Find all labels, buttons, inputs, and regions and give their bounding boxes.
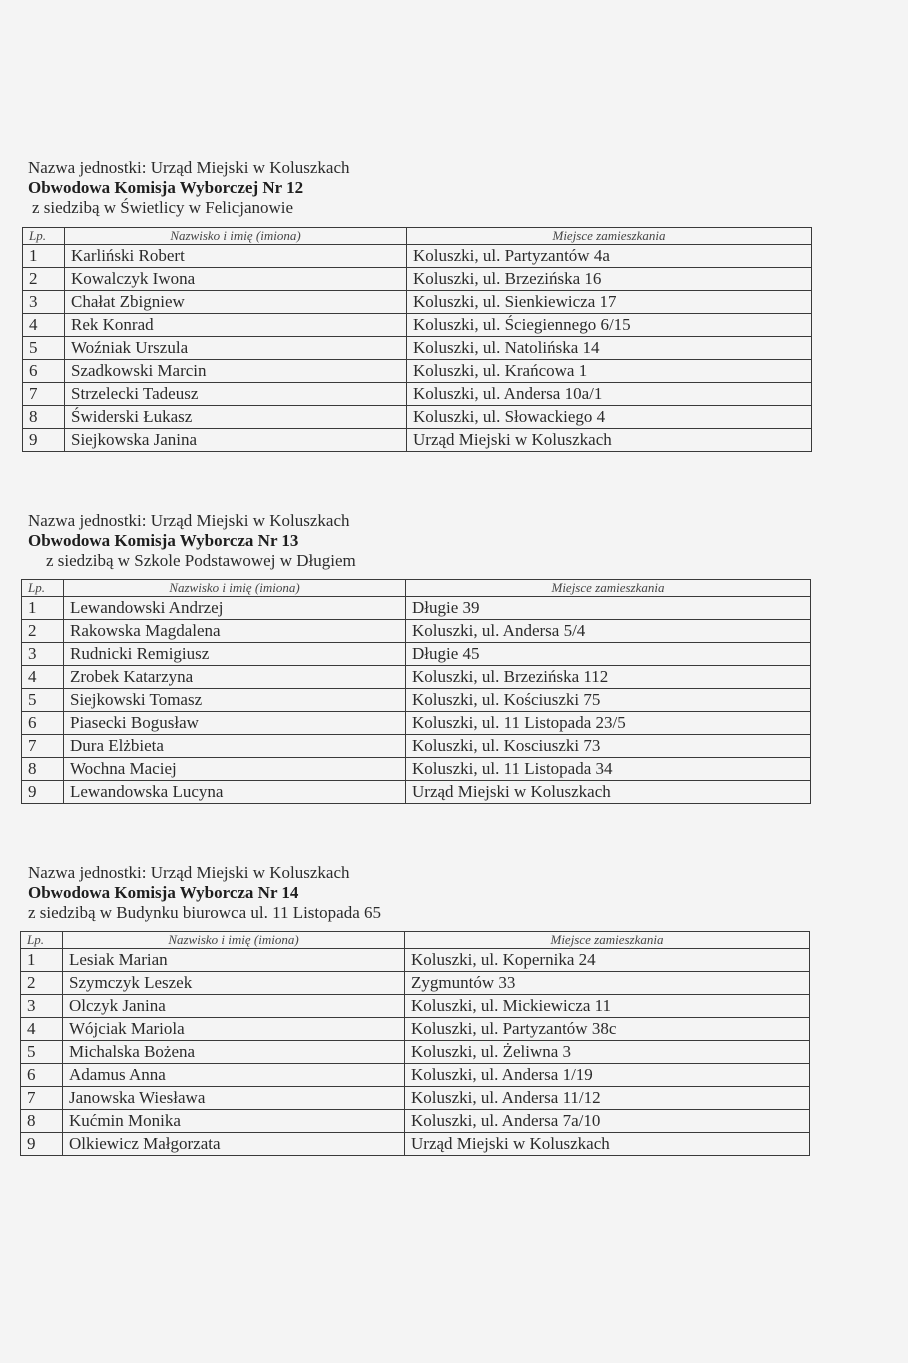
member-name: Lewandowska Lucyna <box>64 781 406 804</box>
member-name: Olczyk Janina <box>63 995 405 1018</box>
column-header-address: Miejsce zamieszkania <box>405 932 810 949</box>
table-row <box>22 712 811 735</box>
member-name: Wochna Maciej <box>64 758 406 781</box>
member-address: Koluszki, ul. 11 Listopada 23/5 <box>406 712 811 735</box>
table-row <box>21 1133 810 1156</box>
member-address: Urząd Miejski w Koluszkach <box>407 429 812 452</box>
member-address: Koluszki, ul. Kopernika 24 <box>405 949 810 972</box>
member-address: Koluszki, ul. Ściegiennego 6/15 <box>407 314 812 337</box>
member-name: Janowska Wiesława <box>63 1087 405 1110</box>
member-name: Świderski Łukasz <box>65 406 407 429</box>
table-row <box>21 1018 810 1041</box>
table-row <box>22 666 811 689</box>
row-number: 4 <box>22 666 64 689</box>
member-address: Koluszki, ul. Andersa 1/19 <box>405 1064 810 1087</box>
member-name: Siejkowski Tomasz <box>64 689 406 712</box>
member-name: Zrobek Katarzyna <box>64 666 406 689</box>
table-row <box>23 406 812 429</box>
members-table-12 <box>22 227 812 452</box>
members-table-13 <box>21 579 811 804</box>
row-number: 4 <box>21 1018 63 1041</box>
member-address: Koluszki, ul. Mickiewicza 11 <box>405 995 810 1018</box>
member-name: Piasecki Bogusław <box>64 712 406 735</box>
commission-title: Obwodowa Komisja Wyborcza Nr 13 <box>28 531 299 550</box>
commission-section-14 <box>28 863 381 923</box>
member-address: Zygmuntów 33 <box>405 972 810 995</box>
commission-title: Obwodowa Komisja Wyborcza Nr 14 <box>28 883 299 902</box>
column-header-name: Nazwisko i imię (imiona) <box>64 580 406 597</box>
member-name: Dura Elżbieta <box>64 735 406 758</box>
row-number: 8 <box>22 758 64 781</box>
row-number: 9 <box>23 429 65 452</box>
table-row <box>23 291 812 314</box>
table-header-row <box>21 932 810 949</box>
table-row <box>23 268 812 291</box>
member-address: Koluszki, ul. Andersa 5/4 <box>406 620 811 643</box>
table-row <box>23 360 812 383</box>
row-number: 3 <box>21 995 63 1018</box>
member-name: Kućmin Monika <box>63 1110 405 1133</box>
column-header-address: Miejsce zamieszkania <box>406 580 811 597</box>
table-row <box>22 620 811 643</box>
table-row <box>21 1064 810 1087</box>
member-address: Koluszki, ul. Słowackiego 4 <box>407 406 812 429</box>
member-name: Lewandowski Andrzej <box>64 597 406 620</box>
member-name: Rudnicki Remigiusz <box>64 643 406 666</box>
row-number: 7 <box>22 735 64 758</box>
column-header-lp: Lp. <box>21 932 63 949</box>
row-number: 1 <box>21 949 63 972</box>
row-number: 9 <box>22 781 64 804</box>
member-name: Strzelecki Tadeusz <box>65 383 407 406</box>
unit-name: Nazwa jednostki: Urząd Miejski w Koluszkach <box>28 863 350 882</box>
row-number: 7 <box>21 1087 63 1110</box>
member-name: Woźniak Urszula <box>65 337 407 360</box>
member-name: Adamus Anna <box>63 1064 405 1087</box>
table-row <box>22 689 811 712</box>
row-number: 6 <box>21 1064 63 1087</box>
row-number: 9 <box>21 1133 63 1156</box>
member-address: Koluszki, ul. Andersa 10a/1 <box>407 383 812 406</box>
commission-seat: z siedzibą w Budynku biurowca ul. 11 Listopada 65 <box>28 903 381 922</box>
member-name: Lesiak Marian <box>63 949 405 972</box>
column-header-lp: Lp. <box>23 228 65 245</box>
row-number: 8 <box>23 406 65 429</box>
member-name: Szymczyk Leszek <box>63 972 405 995</box>
table-row <box>22 735 811 758</box>
row-number: 3 <box>22 643 64 666</box>
member-address: Koluszki, ul. Sienkiewicza 17 <box>407 291 812 314</box>
table-row <box>22 597 811 620</box>
row-number: 6 <box>22 712 64 735</box>
member-address: Urząd Miejski w Koluszkach <box>406 781 811 804</box>
member-address: Koluszki, ul. Natolińska 14 <box>407 337 812 360</box>
member-address: Długie 45 <box>406 643 811 666</box>
member-address: Koluszki, ul. Andersa 11/12 <box>405 1087 810 1110</box>
row-number: 6 <box>23 360 65 383</box>
member-address: Koluszki, ul. Kościuszki 75 <box>406 689 811 712</box>
member-name: Rek Konrad <box>65 314 407 337</box>
table-row <box>23 337 812 360</box>
row-number: 7 <box>23 383 65 406</box>
table-row <box>23 314 812 337</box>
member-address: Koluszki, ul. Partyzantów 4a <box>407 245 812 268</box>
member-address: Koluszki, ul. Krańcowa 1 <box>407 360 812 383</box>
column-header-lp: Lp. <box>22 580 64 597</box>
commission-section-13 <box>28 511 356 571</box>
table-row <box>21 1041 810 1064</box>
column-header-name: Nazwisko i imię (imiona) <box>63 932 405 949</box>
member-name: Rakowska Magdalena <box>64 620 406 643</box>
table-row <box>21 1087 810 1110</box>
column-header-address: Miejsce zamieszkania <box>407 228 812 245</box>
table-row <box>22 643 811 666</box>
member-name: Wójciak Mariola <box>63 1018 405 1041</box>
member-name: Szadkowski Marcin <box>65 360 407 383</box>
row-number: 3 <box>23 291 65 314</box>
row-number: 5 <box>23 337 65 360</box>
table-row <box>21 949 810 972</box>
member-address: Koluszki, ul. Brzezińska 112 <box>406 666 811 689</box>
table-row <box>21 972 810 995</box>
members-table-14 <box>20 931 810 1156</box>
table-header-row <box>23 228 812 245</box>
table-row <box>22 758 811 781</box>
table-row <box>23 245 812 268</box>
member-name: Siejkowska Janina <box>65 429 407 452</box>
column-header-name: Nazwisko i imię (imiona) <box>65 228 407 245</box>
member-name: Karliński Robert <box>65 245 407 268</box>
row-number: 2 <box>23 268 65 291</box>
table-row <box>21 1110 810 1133</box>
member-address: Urząd Miejski w Koluszkach <box>405 1133 810 1156</box>
member-name: Kowalczyk Iwona <box>65 268 407 291</box>
table-row <box>22 781 811 804</box>
member-name: Michalska Bożena <box>63 1041 405 1064</box>
member-address: Koluszki, ul. 11 Listopada 34 <box>406 758 811 781</box>
row-number: 2 <box>22 620 64 643</box>
member-address: Długie 39 <box>406 597 811 620</box>
row-number: 5 <box>22 689 64 712</box>
member-address: Koluszki, ul. Kosciuszki 73 <box>406 735 811 758</box>
member-name: Olkiewicz Małgorzata <box>63 1133 405 1156</box>
table-row <box>23 429 812 452</box>
member-address: Koluszki, ul. Brzezińska 16 <box>407 268 812 291</box>
unit-name: Nazwa jednostki: Urząd Miejski w Koluszkach <box>28 158 350 177</box>
row-number: 8 <box>21 1110 63 1133</box>
commission-section-12 <box>28 158 350 218</box>
member-address: Koluszki, ul. Żeliwna 3 <box>405 1041 810 1064</box>
commission-title: Obwodowa Komisja Wyborczej Nr 12 <box>28 178 304 197</box>
unit-name: Nazwa jednostki: Urząd Miejski w Koluszkach <box>28 511 350 530</box>
member-name: Chałat Zbigniew <box>65 291 407 314</box>
row-number: 2 <box>21 972 63 995</box>
row-number: 1 <box>22 597 64 620</box>
member-address: Koluszki, ul. Partyzantów 38c <box>405 1018 810 1041</box>
table-row <box>21 995 810 1018</box>
row-number: 1 <box>23 245 65 268</box>
commission-seat: z siedzibą w Świetlicy w Felicjanowie <box>32 198 294 217</box>
member-address: Koluszki, ul. Andersa 7a/10 <box>405 1110 810 1133</box>
row-number: 5 <box>21 1041 63 1064</box>
table-header-row <box>22 580 811 597</box>
commission-seat: z siedzibą w Szkole Podstawowej w Długiem <box>46 551 356 570</box>
table-row <box>23 383 812 406</box>
row-number: 4 <box>23 314 65 337</box>
